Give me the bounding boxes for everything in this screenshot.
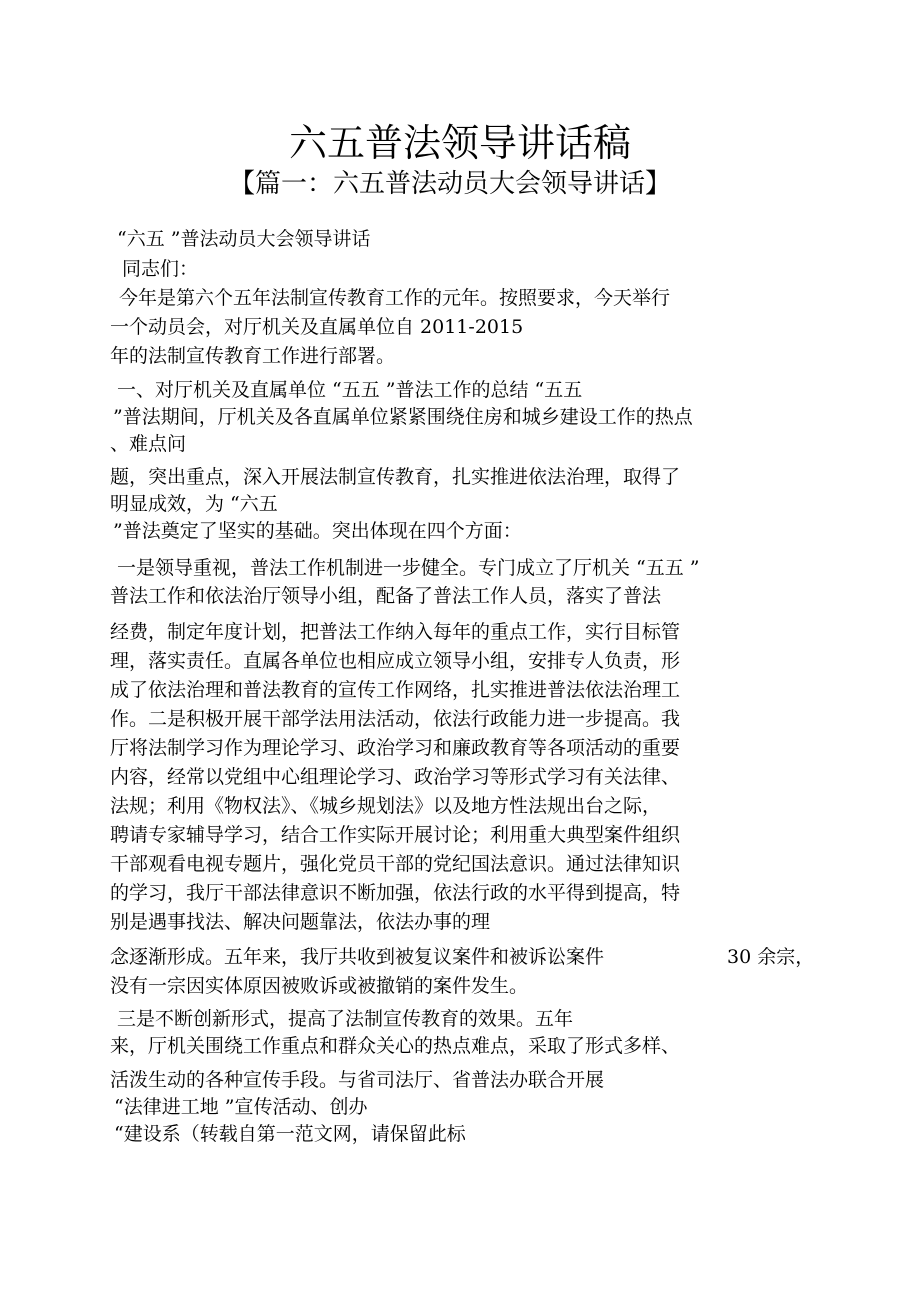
body-line: “六五 ”普法动员大会领导讲话 xyxy=(117,228,371,250)
body-line: 的学习，我厅干部法律意识不断加强，依法行政的水平得到提高，特 xyxy=(110,882,681,904)
body-line: 题，突出重点，深入开展法制宣传教育，扎实推进依法治理，取得了 xyxy=(110,466,681,488)
body-line: ”普法期间，厅机关及各直属单位紧紧围绕住房和城乡建设工作的热点 xyxy=(113,406,693,428)
body-line: 聘请专家辅导学习，结合工作实际开展讨论；利用重大典型案件组织 xyxy=(110,824,681,846)
body-line: 成了依法治理和普法教育的宣传工作网络，扎实推进普法依法治理工 xyxy=(110,679,681,701)
body-line: 干部观看电视专题片，强化党员干部的党纪国法意识。通过法律知识 xyxy=(110,853,681,875)
body-line: 、难点问 xyxy=(110,433,187,455)
body-line: 内容，经常以党组中心组理论学习、政治学习等形式学习有关法律、 xyxy=(110,766,681,788)
document-title: 六五普法领导讲话稿 xyxy=(288,121,631,165)
body-line: 一个动员会，对厅机关及直属单位自 2011-2015 xyxy=(110,316,524,338)
body-line: 别是遇事找法、解决问题靠法，依法办事的理 xyxy=(110,911,491,933)
body-line: 活泼生动的各种宣传手段。与省司法厅、省普法办联合开展 xyxy=(110,1069,605,1091)
document-subtitle: 【篇一：六五普法动员大会领导讲话】 xyxy=(228,169,671,199)
body-line: 理，落实责任。直属各单位也相应成立领导小组，安排专人负责，形 xyxy=(110,650,681,672)
body-line: 作。二是积极开展干部学法用法活动，依法行政能力进一步提高。我 xyxy=(110,708,681,730)
body-line: 经费，制定年度计划，把普法工作纳入每年的重点工作，实行目标管 xyxy=(110,621,681,643)
body-line: 年的法制宣传教育工作进行部署。 xyxy=(110,345,396,367)
body-line: 法规；利用《物权法》、《城乡规划法》以及地方性法规出台之际， xyxy=(110,795,662,817)
body-line: 普法工作和依法治厅领导小组，配备了普法工作人员，落实了普法 xyxy=(110,585,662,607)
body-line: 30 余宗， xyxy=(727,946,815,968)
body-line: 同志们： xyxy=(122,258,199,280)
body-line: 一、对厅机关及直属单位 “五五 ”普法工作的总结 “五五 xyxy=(117,379,583,401)
body-line: ”普法奠定了坚实的基础。突出体现在四个方面： xyxy=(113,520,522,542)
body-line: 厅将法制学习作为理论学习、政治学习和廉政教育等各项活动的重要 xyxy=(110,737,681,759)
body-line: 来，厅机关围绕工作重点和群众关心的热点难点，采取了形式多样、 xyxy=(110,1035,681,1057)
body-line: “法律进工地 ”宣传活动、创办 xyxy=(114,1096,368,1118)
body-line: 三是不断创新形式，提高了法制宣传教育的效果。五年 xyxy=(117,1008,574,1030)
body-line: 今年是第六个五年法制宣传教育工作的元年。按照要求，今天举行 xyxy=(119,287,671,309)
body-line: 一是领导重视，普法工作机制进一步健全。专门成立了厅机关 “五五 ” xyxy=(117,557,700,579)
body-line: 念逐渐形成。五年来，我厅共收到被复议案件和被诉讼案件 xyxy=(110,946,605,968)
body-line: 明显成效，为 “六五 xyxy=(110,493,278,515)
body-line: “建设系（转载自第一范文网，请保留此标 xyxy=(114,1123,466,1145)
body-line: 没有一宗因实体原因被败诉或被撤销的案件发生。 xyxy=(110,975,529,997)
